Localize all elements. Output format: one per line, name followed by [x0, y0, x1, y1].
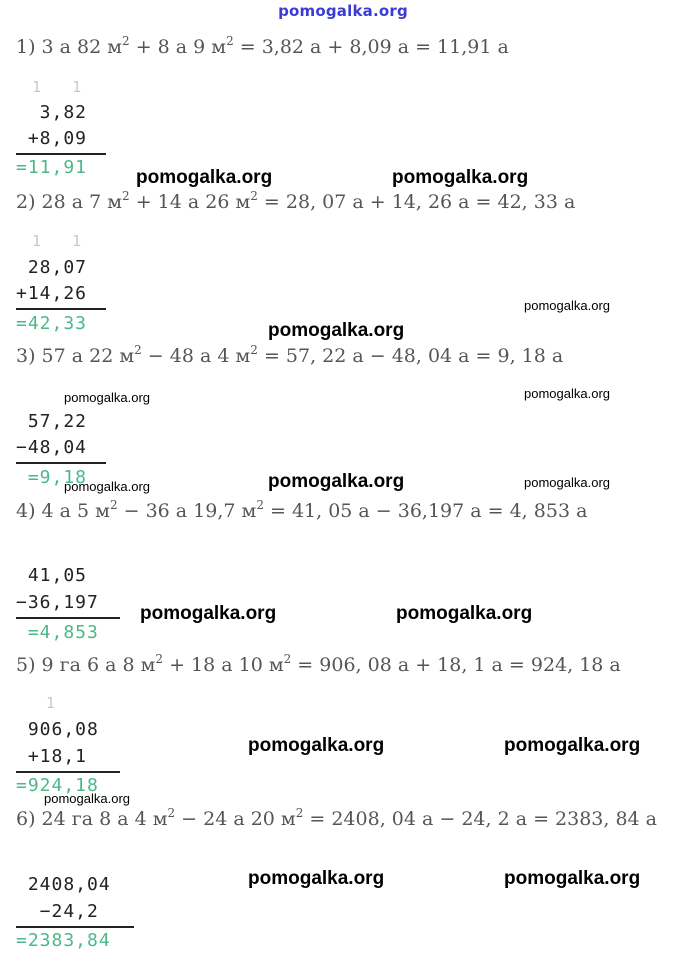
- watermark: pomogalka.org: [504, 735, 641, 756]
- addend: 28,07: [16, 257, 88, 278]
- minuend: 2408,04: [16, 874, 111, 895]
- minuend: 57,22: [16, 411, 88, 432]
- sum-rule: [16, 771, 120, 773]
- subtrahend: −24,2: [16, 901, 99, 922]
- watermark: pomogalka.org: [396, 603, 533, 624]
- column-result: =42,33: [16, 313, 88, 334]
- equation-6: 6) 24 га 8 а 4 $м^2 - 24$ а 20 $м^2 = 2408$, 04 а − 24, 2 а = 2383, 84 а: [16, 806, 658, 830]
- sum-rule: [16, 308, 106, 310]
- carry-digits: 1 1: [32, 232, 83, 250]
- watermark: pomogalka.org: [524, 386, 610, 401]
- column-result: =924,18: [16, 775, 99, 796]
- equation-1: 1) 3 а 82 $м^2 + 8$ а 9 $м^2 = 3,82$ а + 8,09 а = 11,91 а: [16, 34, 509, 58]
- subtrahend: −48,04: [16, 437, 88, 458]
- watermark: pomogalka.org: [64, 479, 150, 494]
- minuend: 41,05: [16, 565, 88, 586]
- watermark: pomogalka.org: [268, 471, 405, 492]
- site-header-link[interactable]: pomogalka.org: [278, 2, 408, 20]
- carry-digits: 1 1: [32, 78, 83, 96]
- watermark: pomogalka.org: [248, 868, 385, 889]
- addend: 906,08: [16, 719, 99, 740]
- watermark: pomogalka.org: [64, 390, 150, 405]
- subtrahend: −36,197: [16, 592, 99, 613]
- equation-4: 4) 4 а 5 $м^2 - 36$ а 19,7 $м^2 = 41$, 05 а − 36,197 а = 4, 853 а: [16, 498, 588, 522]
- column-result: =9,18: [16, 467, 88, 488]
- addend: +8,09: [16, 128, 88, 149]
- column-result: =2383,84: [16, 930, 111, 951]
- equation-2: 2) 28 а 7 $м^2 + 14$ а 26 $м^2 = 28$, 07 а + 14, 26 а = 42, 33 а: [16, 189, 576, 213]
- carry-digits: 1: [46, 694, 57, 712]
- watermark: pomogalka.org: [392, 167, 529, 188]
- addend: +14,26: [16, 283, 88, 304]
- watermark: pomogalka.org: [44, 791, 130, 806]
- equation-3: 3) 57 а 22 $м^2 - 48$ а 4 $м^2 = 57$, 22 а − 48, 04 а = 9, 18 а: [16, 343, 564, 367]
- difference-rule: [16, 462, 106, 464]
- equation-5: 5) 9 га 6 а 8 $м^2 + 18$ а 10 $м^2 = 906$, 08 а + 18, 1 а = 924, 18 а: [16, 652, 621, 676]
- addend: +18,1: [16, 746, 88, 767]
- watermark: pomogalka.org: [504, 868, 641, 889]
- sum-rule: [16, 153, 106, 155]
- column-result: =11,91: [16, 157, 88, 178]
- difference-rule: [16, 926, 134, 928]
- watermark: pomogalka.org: [136, 167, 273, 188]
- watermark: pomogalka.org: [248, 735, 385, 756]
- addend: 3,82: [16, 102, 88, 123]
- watermark: pomogalka.org: [524, 475, 610, 490]
- watermark: pomogalka.org: [140, 603, 277, 624]
- difference-rule: [16, 617, 120, 619]
- watermark: pomogalka.org: [524, 298, 610, 313]
- column-result: =4,853: [16, 622, 99, 643]
- watermark: pomogalka.org: [268, 320, 405, 341]
